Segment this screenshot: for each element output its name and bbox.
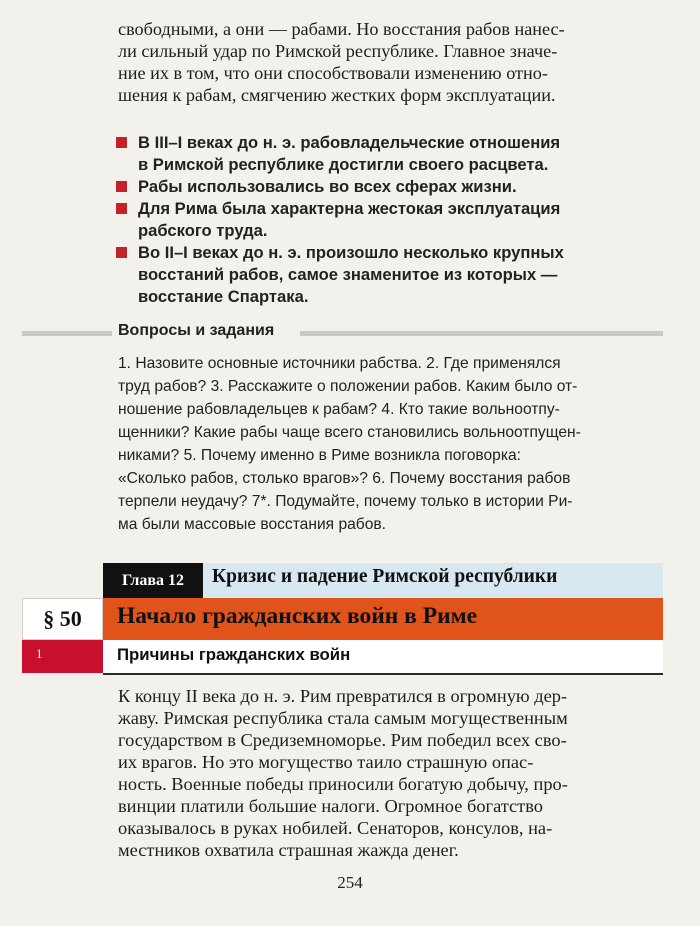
body-line: винции платили большие налоги. Огромное богатство [118,796,543,816]
red-square-bullet-icon [116,247,127,258]
section-title: Начало гражданских войн в Риме [117,603,478,629]
bullet-line: рабского труда. [138,221,268,240]
subsection-title: Причины гражданских войн [117,645,351,664]
bullet-line: Во II–I веках до н. э. произошло несколько крупных [138,243,564,262]
question-line: щенники? Какие рабы чаще всего становились вольноотпущен- [118,424,581,441]
heading-rule [103,673,663,675]
bullet-line: Для Рима была характерна жестокая эксплуатация [138,199,561,218]
body-line: жаву. Римская республика стала самым могущественным [118,708,568,728]
intro-line: шения к рабам, смягчению жестких форм эксплуатации. [118,85,556,105]
question-line: «Сколько рабов, столько врагов»? 6. Почему восстания рабов [118,470,571,487]
bullet-line: В III–I веках до н. э. рабовладельческие отношения [138,133,561,152]
bullet-line: восстание Спартака. [138,287,309,306]
questions-heading: Вопросы и задания [118,322,275,339]
summary-bullet [116,132,661,176]
red-square-bullet-icon [116,181,127,192]
summary-bullet [116,198,661,242]
red-square-bullet-icon [116,137,127,148]
body-line: государством в Средиземноморье. Рим победил всех сво- [118,730,567,750]
chapter-label: Глава 12 [103,563,203,598]
bullet-line: Рабы использовались во всех сферах жизни. [138,177,517,196]
section-divider [22,331,112,336]
body-line: их врагов. Но это могущество таило страшную опас- [118,752,534,772]
body-paragraph [118,685,653,861]
intro-line: ли сильный удар по Римской республике. Главное значе- [118,41,558,61]
bullet-line: в Римской республике достигли своего расцвета. [138,155,549,174]
intro-paragraph [118,18,653,106]
page-number: 254 [337,873,363,892]
questions-text [118,352,653,536]
summary-bullet-list [116,132,661,308]
question-line: ношение рабовладельцев к рабам? 4. Кто такие вольноотпу- [118,401,560,418]
intro-line: ние их в том, что они способствовали изменению отно- [118,63,548,83]
body-line: ность. Военные победы приносили богатую добычу, про- [118,774,568,794]
body-line: оказывалось в руках нобилей. Сенаторов, консулов, на- [118,818,553,838]
body-line: местников охватила страшная жажда денег. [118,840,459,860]
section-number: § 50 [22,598,103,640]
subsection-number: 1 [22,640,103,673]
body-line: К концу II века до н. э. Рим превратился в огромную дер- [118,686,568,706]
summary-bullet [116,242,661,308]
question-line: труд рабов? 3. Расскажите о положении рабов. Каким было от- [118,378,578,395]
intro-line: свободными, а они — рабами. Но восстания рабов нанес- [118,19,565,39]
question-line: ма были массовые восстания рабов. [118,516,387,533]
question-line: 1. Назовите основные источники рабства. 2. Где применялся [118,355,561,372]
chapter-title: Кризис и падение Римской республики [212,566,558,587]
red-square-bullet-icon [116,203,127,214]
summary-bullet [116,176,661,198]
question-line: никами? 5. Почему именно в Риме возникла поговорка: [118,447,522,464]
question-line: терпели неудачу? 7*. Подумайте, почему только в истории Ри- [118,493,573,510]
section-divider [300,331,663,336]
bullet-line: восстаний рабов, самое знаменитое из которых — [138,265,558,284]
